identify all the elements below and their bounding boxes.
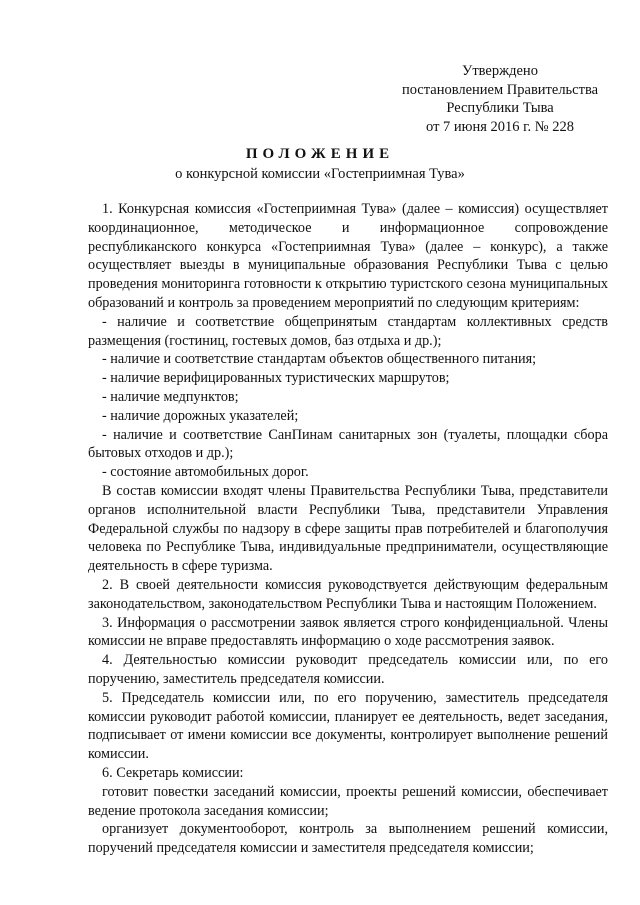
criteria-item: - наличие и соответствие общепринятым стандартам коллективных средств размещения (гостиниц, гостевых домов, баз отдыха и др.); xyxy=(88,313,608,349)
document-title: ПОЛОЖЕНИЕ xyxy=(245,146,395,162)
paragraph: 4. Деятельностью комиссии руководит председатель комиссии или, по его поручению, заместитель председателя комиссии. xyxy=(88,652,608,687)
approval-line: постановлением Правительства xyxy=(401,81,599,98)
paragraph: 5. Председатель комиссии или, по его поручению, заместитель председателя комиссии руководит работой комиссии, планирует ее деятельность, ведет заседания, подписывает от имени комиссии все документы, контролирует выполнение решений комиссии. xyxy=(88,689,608,763)
approval-stamp xyxy=(380,62,620,136)
criteria-item: - состояние автомобильных дорог. xyxy=(102,464,309,481)
approval-line: от 7 июня 2016 г. № 228 xyxy=(426,118,574,135)
criteria-item: - наличие и соответствие СанПинам санитарных зон (туалеты, площадки сбора бытовых отходов и др.); xyxy=(88,426,608,462)
paragraph: В состав комиссии входят члены Правительства Республики Тыва, представители органов исполнительной власти Республики Тыва, представители Управления Федеральной службы по надзору в сфере защиты прав потребителей и благополучия человека по Республике Тыва, индивидуальные предприниматели, осуществляющие деятельность в сфере туризма. xyxy=(88,482,608,575)
paragraph: 3. Информация о рассмотрении заявок является строго конфиденциальной. Члены комиссии не вправе предоставлять информацию о ходе рассмотрения заявок. xyxy=(88,614,608,650)
criteria-item: - наличие дорожных указателей; xyxy=(102,407,299,424)
criteria-item: - наличие верифицированных туристических маршрутов; xyxy=(102,370,450,387)
paragraph: 2. В своей деятельности комиссия руководствуется действующим федеральным законодательством, законодательством Республики Тыва и настоящим Положением. xyxy=(88,576,608,612)
document-body xyxy=(88,200,608,858)
approval-line: Утверждено xyxy=(462,63,538,79)
paragraph: 1. Конкурсная комиссия «Гостеприимная Тува» (далее – комиссия) осуществляет координационное, методическое и информационное сопровождение республиканского конкурса «Гостеприимная Тува» (далее – конкурс), а также осуществляет выезды в муниципальные образования Республики Тыва с целью проведения мониторинга готовности к открытию туристского сезона муниципальных образований и контроль за проведением мероприятий по следующим критериям: xyxy=(88,201,608,311)
criteria-item: - наличие и соответствие стандартам объектов общественного питания; xyxy=(102,351,537,368)
paragraph: 6. Секретарь комиссии: xyxy=(102,764,244,781)
document-subtitle: о конкурсной комиссии «Гостеприимная Тува» xyxy=(175,166,465,182)
approval-line: Республики Тыва xyxy=(446,100,554,116)
paragraph: готовит повестки заседаний комиссии, проекты решений комиссии, обеспечивает ведение протокола заседания комиссии; xyxy=(88,783,608,819)
paragraph: организует документооборот, контроль за выполнением решений комиссии, поручений председателя комиссии и заместителя председателя комиссии; xyxy=(88,821,608,857)
criteria-item: - наличие медпунктов; xyxy=(102,388,239,405)
